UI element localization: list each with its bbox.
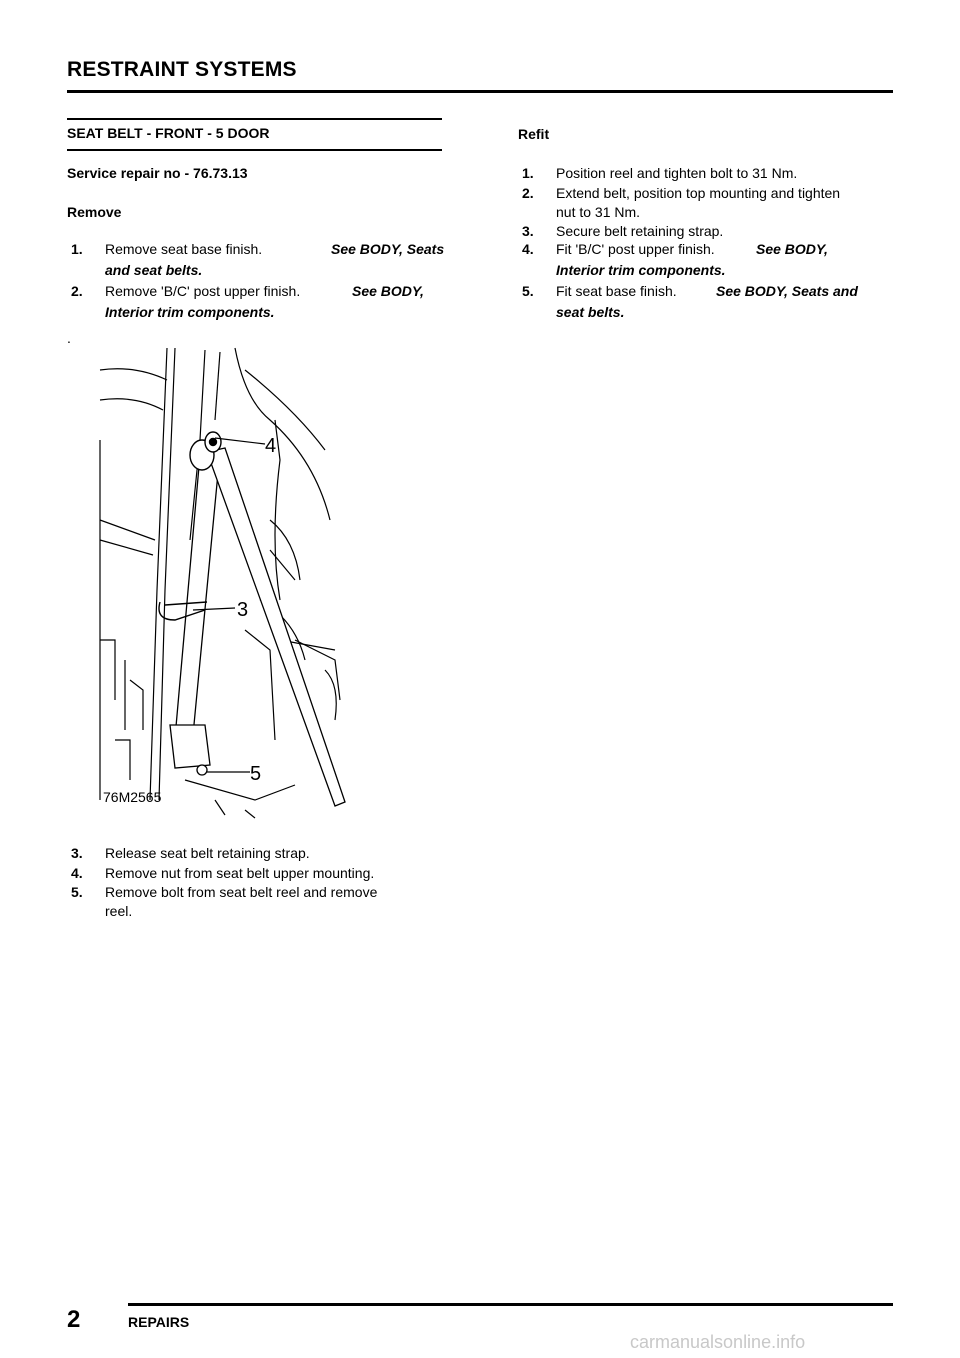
figure-marker: . bbox=[67, 330, 71, 346]
step-text: Remove nut from seat belt upper mounting. bbox=[105, 865, 375, 881]
remove-step-5 bbox=[71, 883, 443, 919]
cross-reference-cont[interactable]: seat belts. bbox=[556, 304, 625, 320]
service-repair-number: Service repair no - 76.73.13 bbox=[67, 165, 248, 181]
page-header-title: RESTRAINT SYSTEMS bbox=[67, 58, 297, 81]
section-rule-top bbox=[67, 118, 442, 120]
figure-id-label: 76M2565 bbox=[103, 789, 162, 805]
callout-4: 4 bbox=[265, 435, 277, 457]
footer-section-label: REPAIRS bbox=[128, 1314, 190, 1330]
callout-5: 5 bbox=[250, 763, 262, 785]
step-number: 5. bbox=[71, 884, 83, 900]
step-text: Remove 'B/C' post upper finish. bbox=[105, 283, 301, 299]
watermark: carmanualsonline.info bbox=[630, 1332, 806, 1352]
step-text: Fit 'B/C' post upper finish. bbox=[556, 241, 715, 257]
refit-step-5 bbox=[522, 282, 894, 318]
remove-heading: Remove bbox=[67, 204, 122, 220]
step-number: 4. bbox=[522, 241, 534, 257]
remove-step-1 bbox=[71, 240, 443, 276]
step-text-cont: reel. bbox=[105, 903, 133, 919]
step-number: 2. bbox=[71, 283, 83, 299]
callout-3: 3 bbox=[237, 599, 249, 621]
step-text: Secure belt retaining strap. bbox=[556, 223, 724, 239]
step-text: Release seat belt retaining strap. bbox=[105, 845, 310, 861]
seat-belt-illustration bbox=[95, 340, 360, 820]
step-text: Position reel and tighten bolt to 31 Nm. bbox=[556, 165, 798, 181]
section-rule-bottom bbox=[67, 149, 442, 151]
step-number: 3. bbox=[522, 223, 534, 239]
refit-heading: Refit bbox=[518, 126, 550, 142]
step-number: 5. bbox=[522, 283, 534, 299]
refit-step-3 bbox=[522, 222, 894, 240]
step-number: 3. bbox=[71, 845, 83, 861]
refit-step-4 bbox=[522, 240, 894, 276]
step-text: Remove bolt from seat belt reel and remove bbox=[105, 884, 378, 900]
cross-reference[interactable]: See BODY, Seats and bbox=[716, 283, 858, 299]
cross-reference-cont[interactable]: Interior trim components. bbox=[105, 304, 275, 320]
remove-step-4 bbox=[71, 864, 443, 882]
step-text: Extend belt, position top mounting and tighten bbox=[556, 185, 841, 201]
step-number: 4. bbox=[71, 865, 83, 881]
section-title: SEAT BELT - FRONT - 5 DOOR bbox=[67, 125, 270, 141]
refit-step-2 bbox=[522, 184, 894, 220]
step-text: Fit seat base finish. bbox=[556, 283, 677, 299]
refit-step-1 bbox=[522, 164, 894, 182]
cross-reference-cont[interactable]: Interior trim components. bbox=[556, 262, 726, 278]
step-number: 1. bbox=[522, 165, 534, 181]
cross-reference-cont[interactable]: and seat belts. bbox=[105, 262, 203, 278]
remove-step-2 bbox=[71, 282, 443, 318]
page-number: 2 bbox=[67, 1306, 81, 1333]
header-rule bbox=[67, 90, 893, 93]
cross-reference[interactable]: See BODY, Seats bbox=[331, 241, 445, 257]
step-number: 1. bbox=[71, 241, 83, 257]
cross-reference[interactable]: See BODY, bbox=[756, 241, 828, 257]
step-number: 2. bbox=[522, 185, 534, 201]
step-text-cont: nut to 31 Nm. bbox=[556, 204, 641, 220]
remove-step-3 bbox=[71, 844, 443, 862]
footer-rule bbox=[128, 1303, 893, 1306]
step-text: Remove seat base finish. bbox=[105, 241, 263, 257]
cross-reference[interactable]: See BODY, bbox=[352, 283, 424, 299]
